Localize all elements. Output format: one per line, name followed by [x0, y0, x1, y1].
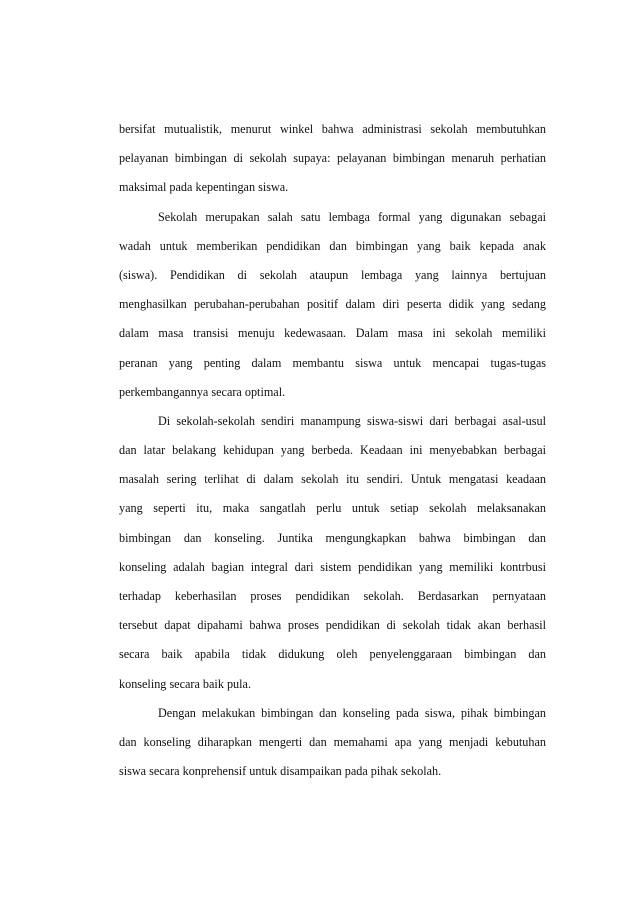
text-line: wadah untuk memberikan pendidikan dan bimbingan yang baik kepada anak	[119, 238, 546, 253]
text-line: bimbingan dan konseling. Juntika mengungkapkan bahwa bimbingan dan	[119, 530, 546, 545]
text-line: siswa secara konprehensif untuk disampaikan pada pihak sekolah.	[119, 764, 442, 779]
text-line: masalah sering terlihat di dalam sekolah itu sendiri. Untuk mengatasi keadaan	[119, 472, 546, 487]
text-line: Sekolah merupakan salah satu lembaga formal yang digunakan sebagai	[158, 209, 546, 224]
text-line: terhadap keberhasilan proses pendidikan sekolah. Berdasarkan pernyataan	[119, 589, 546, 603]
text-line: peranan yang penting dalam membantu siswa untuk mencapai tugas-tugas	[119, 355, 546, 370]
paragraph	[119, 705, 546, 793]
text-line: (siswa). Pendidikan di sekolah ataupun lembaga yang lainnya bertujuan	[119, 267, 546, 282]
paragraph	[119, 121, 546, 209]
text-line: bersifat mutualistik, menurut winkel bahwa administrasi sekolah membutuhkan	[119, 122, 546, 136]
text-line: menghasilkan perubahan-perubahan positif dalam diri peserta didik yang sedang	[119, 297, 546, 312]
text-line: pelayanan bimbingan di sekolah supaya: pelayanan bimbingan menaruh perhatian	[119, 151, 546, 166]
paragraph	[119, 413, 546, 705]
body-text	[119, 121, 546, 792]
text-line: perkembangannya secara optimal.	[119, 384, 286, 399]
text-line: dan latar belakang kehidupan yang berbeda. Keadaan ini menyebabkan berbagai	[119, 443, 546, 458]
text-line: dalam masa transisi menuju kedewasaan. Dalam masa ini sekolah memiliki	[119, 326, 546, 341]
text-line: Dengan melakukan bimbingan dan konseling pada siswa, pihak bimbingan	[158, 705, 546, 720]
text-line: Di sekolah-sekolah sendiri manampung siswa-siswi dari berbagai asal-usul	[158, 413, 546, 428]
paragraph	[119, 209, 546, 413]
text-line: yang seperti itu, maka sangatlah perlu untuk setiap sekolah melaksanakan	[119, 501, 546, 516]
text-line: secara baik apabila tidak didukung oleh penyelenggaraan bimbingan dan	[119, 647, 546, 662]
text-line: tersebut dapat dipahami bahwa proses pendidikan di sekolah tidak akan berhasil	[119, 618, 546, 633]
text-line: dan konseling diharapkan mengerti dan memahami apa yang menjadi kebutuhan	[119, 734, 546, 749]
text-line: konseling adalah bagian integral dari sistem pendidikan yang memiliki kontrbusi	[119, 559, 546, 574]
text-line: maksimal pada kepentingan siswa.	[119, 180, 289, 195]
text-line: konseling secara baik pula.	[119, 676, 251, 691]
